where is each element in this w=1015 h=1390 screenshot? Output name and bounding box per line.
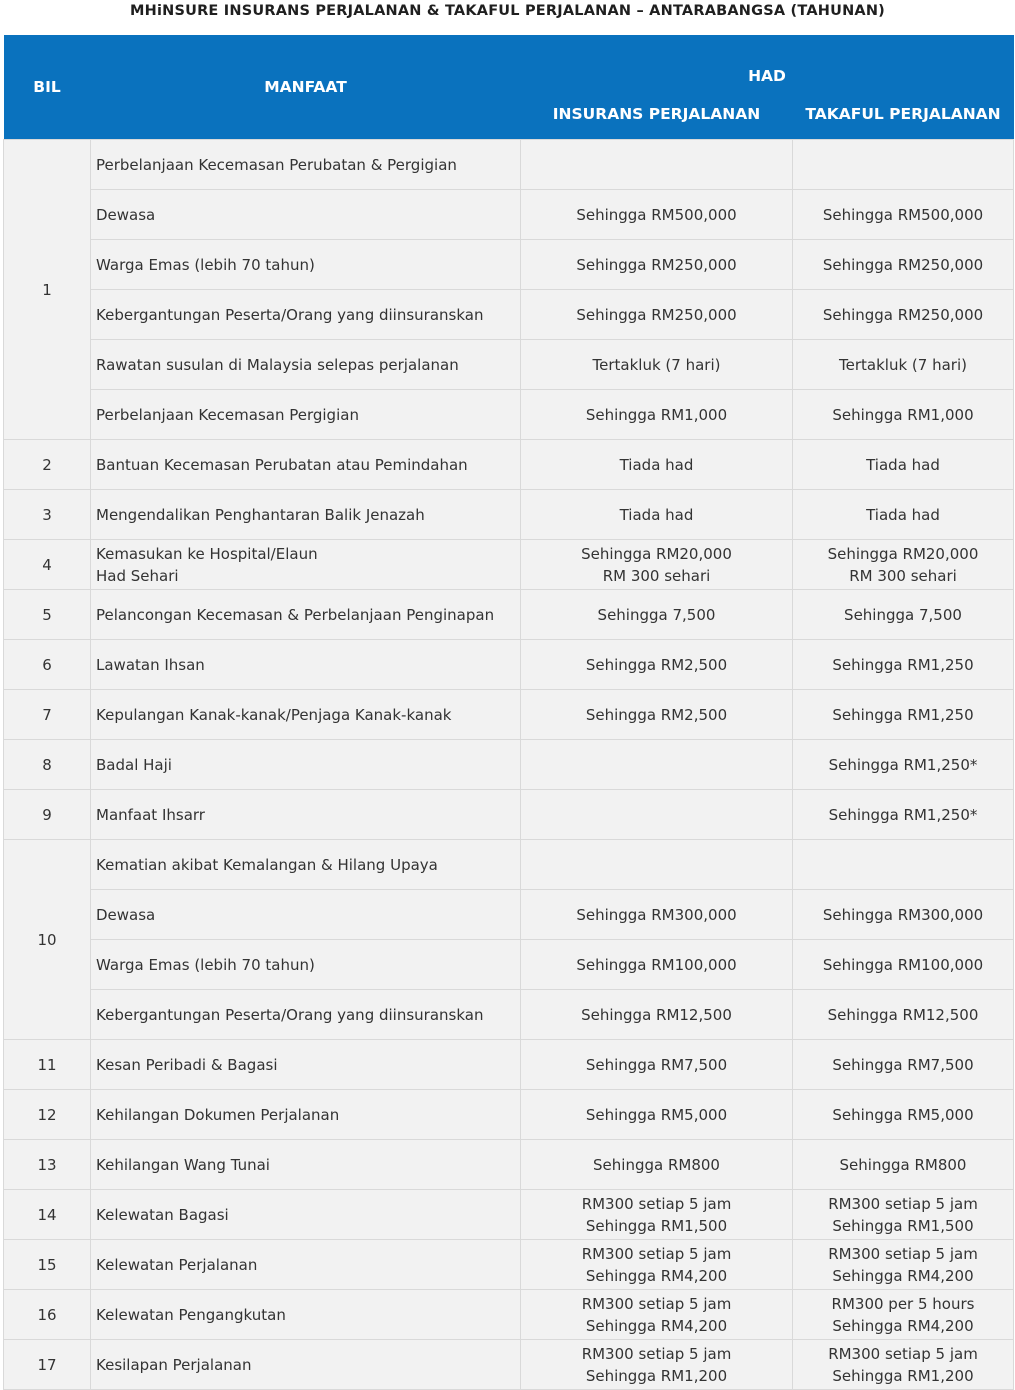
takaful-cell: Sehingga RM1,250 — [793, 690, 1014, 740]
table-row — [4, 1190, 1014, 1240]
value-line: Sehingga RM4,200 — [585, 1316, 728, 1335]
header-bil: BIL — [4, 35, 91, 140]
insurans-cell — [521, 140, 793, 190]
takaful-cell — [793, 140, 1014, 190]
manfaat-cell: Warga Emas (lebih 70 tahun) — [91, 940, 521, 990]
table-row — [4, 1340, 1014, 1390]
manfaat-cell: Kehilangan Dokumen Perjalanan — [91, 1090, 521, 1140]
table-row — [4, 340, 1014, 390]
insurans-cell: Sehingga RM250,000 — [521, 240, 793, 290]
manfaat-cell: Kepulangan Kanak-kanak/Penjaga Kanak-kanak — [91, 690, 521, 740]
insurans-cell — [521, 1240, 793, 1290]
insurans-cell — [521, 740, 793, 790]
takaful-cell: Sehingga RM250,000 — [793, 240, 1014, 290]
manfaat-cell: Kelewatan Perjalanan — [91, 1240, 521, 1290]
table-row — [4, 1240, 1014, 1290]
manfaat-cell: Dewasa — [91, 890, 521, 940]
value-line: RM300 setiap 5 jam — [828, 1344, 978, 1363]
manfaat-cell: Mengendalikan Penghantaran Balik Jenazah — [91, 490, 521, 540]
bil-cell: 6 — [4, 640, 91, 690]
manfaat-cell: Lawatan Ihsan — [91, 640, 521, 690]
insurans-cell: Sehingga 7,500 — [521, 590, 793, 640]
table-header — [4, 35, 1014, 140]
value-line: Sehingga RM4,200 — [585, 1266, 728, 1285]
manfaat-cell: Badal Haji — [91, 740, 521, 790]
table-row — [4, 1040, 1014, 1090]
manfaat-cell: Manfaat Ihsarr — [91, 790, 521, 840]
table-row — [4, 1140, 1014, 1190]
takaful-cell — [793, 540, 1014, 590]
insurans-cell — [521, 790, 793, 840]
manfaat-cell: Kelewatan Pengangkutan — [91, 1290, 521, 1340]
manfaat-cell: Dewasa — [91, 190, 521, 240]
takaful-cell: Sehingga RM12,500 — [793, 990, 1014, 1040]
value-line: RM300 setiap 5 jam — [581, 1344, 732, 1363]
manfaat-cell: Pelancongan Kecemasan & Perbelanjaan Penginapan — [91, 590, 521, 640]
manfaat-cell: Bantuan Kecemasan Perubatan atau Pemindahan — [91, 440, 521, 490]
table-row — [4, 540, 1014, 590]
takaful-cell: Sehingga RM1,250* — [793, 740, 1014, 790]
takaful-cell — [793, 840, 1014, 890]
insurans-cell: Sehingga RM7,500 — [521, 1040, 793, 1090]
manfaat-line: Had Sehari — [96, 566, 179, 585]
value-line: Sehingga RM20,000 — [581, 544, 732, 563]
manfaat-cell: Kesilapan Perjalanan — [91, 1340, 521, 1390]
value-line: RM300 per 5 hours — [831, 1294, 975, 1313]
value-line: Sehingga RM20,000 — [827, 544, 979, 563]
page-title: MHiNSURE INSURANS PERJALANAN & TAKAFUL PERJALANAN – ANTARABANGSA (TAHUNAN) — [129, 3, 885, 19]
takaful-cell — [793, 1240, 1014, 1290]
value-line: RM 300 sehari — [602, 566, 711, 585]
table-row — [4, 190, 1014, 240]
takaful-cell: Sehingga RM7,500 — [793, 1040, 1014, 1090]
value-line: RM300 setiap 5 jam — [581, 1194, 732, 1213]
insurans-cell: Sehingga RM300,000 — [521, 890, 793, 940]
insurans-cell: Sehingga RM250,000 — [521, 290, 793, 340]
bil-cell: 2 — [4, 440, 91, 490]
manfaat-cell — [91, 540, 521, 590]
bil-cell: 12 — [4, 1090, 91, 1140]
manfaat-cell: Kebergantungan Peserta/Orang yang diinsuranskan — [91, 290, 521, 340]
table-row — [4, 640, 1014, 690]
value-line: Sehingga RM4,200 — [832, 1316, 974, 1335]
bil-cell: 9 — [4, 790, 91, 840]
takaful-cell: Sehingga RM250,000 — [793, 290, 1014, 340]
insurans-cell: Sehingga RM5,000 — [521, 1090, 793, 1140]
manfaat-cell: Perbelanjaan Kecemasan Pergigian — [91, 390, 521, 440]
bil-cell: 14 — [4, 1190, 91, 1240]
table-row — [4, 840, 1014, 890]
manfaat-cell: Kebergantungan Peserta/Orang yang diinsuranskan — [91, 990, 521, 1040]
takaful-cell: Sehingga RM800 — [793, 1140, 1014, 1190]
header-manfaat: MANFAAT — [91, 35, 521, 140]
insurans-cell: Sehingga RM12,500 — [521, 990, 793, 1040]
value-line: Sehingga RM1,500 — [585, 1216, 728, 1235]
insurans-cell — [521, 1290, 793, 1340]
takaful-cell — [793, 1190, 1014, 1240]
table-row — [4, 240, 1014, 290]
table-row — [4, 590, 1014, 640]
manfaat-cell: Kematian akibat Kemalangan & Hilang Upaya — [91, 840, 521, 890]
bil-cell: 3 — [4, 490, 91, 540]
bil-cell: 15 — [4, 1240, 91, 1290]
bil-cell: 5 — [4, 590, 91, 640]
insurans-cell — [521, 1190, 793, 1240]
table-row — [4, 390, 1014, 440]
takaful-cell: Sehingga RM1,250* — [793, 790, 1014, 840]
benefits-table — [3, 35, 1014, 1390]
manfaat-cell: Kelewatan Bagasi — [91, 1190, 521, 1240]
table-row — [4, 490, 1014, 540]
bil-cell: 17 — [4, 1340, 91, 1390]
manfaat-cell: Kesan Peribadi & Bagasi — [91, 1040, 521, 1090]
header-had: HAD — [521, 35, 1014, 89]
table-row — [4, 740, 1014, 790]
insurans-cell: Sehingga RM2,500 — [521, 690, 793, 740]
table-row — [4, 290, 1014, 340]
value-line: RM300 setiap 5 jam — [828, 1194, 978, 1213]
takaful-cell: Sehingga RM500,000 — [793, 190, 1014, 240]
insurans-cell: Sehingga RM2,500 — [521, 640, 793, 690]
value-line: RM300 setiap 5 jam — [828, 1244, 978, 1263]
bil-cell: 11 — [4, 1040, 91, 1090]
insurans-cell: Sehingga RM1,000 — [521, 390, 793, 440]
insurans-cell: Tiada had — [521, 440, 793, 490]
value-line: Sehingga RM1,200 — [585, 1366, 728, 1385]
insurans-cell: Sehingga RM800 — [521, 1140, 793, 1190]
header-insurans: INSURANS PERJALANAN — [521, 89, 793, 140]
insurans-cell: Tertakluk (7 hari) — [521, 340, 793, 390]
value-line: RM300 setiap 5 jam — [581, 1244, 732, 1263]
header-takaful: TAKAFUL PERJALANAN — [793, 89, 1014, 140]
bil-cell: 13 — [4, 1140, 91, 1190]
takaful-cell — [793, 1340, 1014, 1390]
manfaat-line: Kemasukan ke Hospital/Elaun — [96, 544, 318, 563]
table-row — [4, 790, 1014, 840]
takaful-cell: Sehingga RM1,000 — [793, 390, 1014, 440]
takaful-cell: Sehingga RM100,000 — [793, 940, 1014, 990]
takaful-cell: Sehingga RM5,000 — [793, 1090, 1014, 1140]
table-row — [4, 1090, 1014, 1140]
value-line: Sehingga RM4,200 — [832, 1266, 974, 1285]
bil-cell: 16 — [4, 1290, 91, 1340]
takaful-cell — [793, 1290, 1014, 1340]
takaful-cell: Tiada had — [793, 440, 1014, 490]
bil-cell: 1 — [4, 140, 91, 440]
takaful-cell: Tiada had — [793, 490, 1014, 540]
table-row — [4, 690, 1014, 740]
insurans-cell — [521, 540, 793, 590]
manfaat-cell: Warga Emas (lebih 70 tahun) — [91, 240, 521, 290]
insurans-cell: Sehingga RM100,000 — [521, 940, 793, 990]
insurans-cell: Tiada had — [521, 490, 793, 540]
bil-cell: 7 — [4, 690, 91, 740]
table-row — [4, 1290, 1014, 1340]
insurans-cell — [521, 840, 793, 890]
table-row — [4, 990, 1014, 1040]
table-row — [4, 140, 1014, 190]
table-row — [4, 940, 1014, 990]
value-line: RM300 setiap 5 jam — [581, 1294, 732, 1313]
table-row — [4, 890, 1014, 940]
insurans-cell — [521, 1340, 793, 1390]
takaful-cell: Tertakluk (7 hari) — [793, 340, 1014, 390]
takaful-cell: Sehingga 7,500 — [793, 590, 1014, 640]
bil-cell: 4 — [4, 540, 91, 590]
table-row — [4, 440, 1014, 490]
bil-cell: 8 — [4, 740, 91, 790]
manfaat-cell: Kehilangan Wang Tunai — [91, 1140, 521, 1190]
takaful-cell: Sehingga RM1,250 — [793, 640, 1014, 690]
insurans-cell: Sehingga RM500,000 — [521, 190, 793, 240]
value-line: RM 300 sehari — [849, 566, 957, 585]
manfaat-cell: Perbelanjaan Kecemasan Perubatan & Pergigian — [91, 140, 521, 190]
bil-cell: 10 — [4, 840, 91, 1040]
value-line: Sehingga RM1,200 — [832, 1366, 974, 1385]
takaful-cell: Sehingga RM300,000 — [793, 890, 1014, 940]
manfaat-cell: Rawatan susulan di Malaysia selepas perjalanan — [91, 340, 521, 390]
value-line: Sehingga RM1,500 — [832, 1216, 974, 1235]
